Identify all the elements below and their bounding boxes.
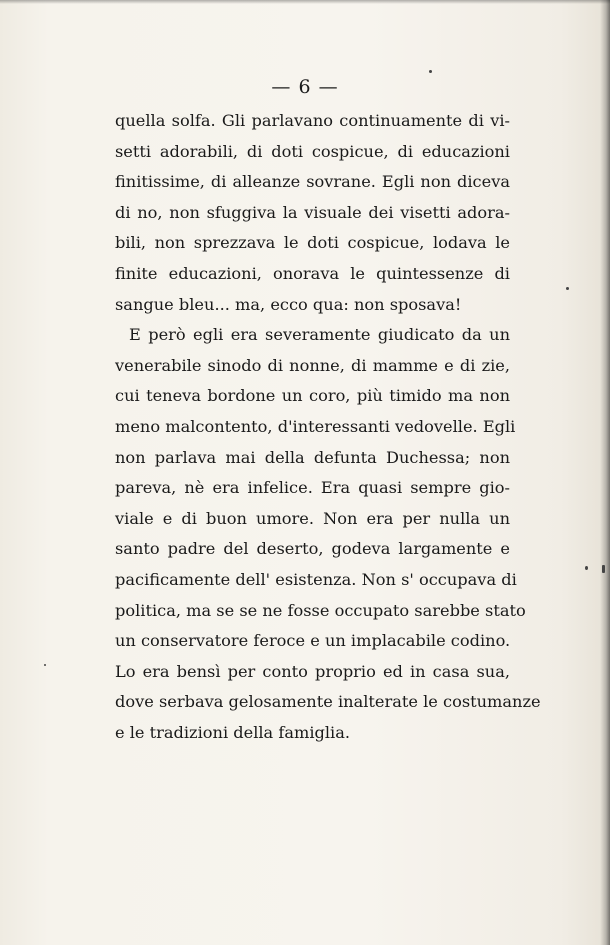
- paragraph-2: [115, 320, 541, 748]
- text-line: sangue bleu... ma, ecco qua: non sposava!: [115, 294, 462, 314]
- text-line: bili, non sprezzava le doti cospicue, lodava le: [115, 233, 510, 253]
- page-number: — 6 —: [271, 76, 339, 98]
- scan-speck: [429, 70, 432, 73]
- text-line: e le tradizioni della famiglia.: [115, 722, 351, 742]
- scan-speck: [585, 566, 588, 570]
- text-line: meno malcontento, d'interessanti vedovelle. Egli: [115, 416, 516, 436]
- text-line: setti adorabili, di doti cospicue, di educazioni: [115, 141, 510, 161]
- scan-speck: [44, 664, 46, 666]
- text-line: finite educazioni, onorava le quintessenze di: [115, 263, 510, 283]
- scan-speck: [602, 565, 605, 573]
- scan-speck: [566, 287, 569, 290]
- page-top-shadow: [0, 0, 610, 4]
- text-line: finitissime, di alleanze sovrane. Egli non diceva: [115, 172, 510, 192]
- page-body: [115, 106, 541, 748]
- text-line: politica, ma se se ne fosse occupato sarebbe stato: [115, 600, 526, 620]
- text-line: di no, non sfuggiva la visuale dei visetti adora-: [115, 202, 510, 222]
- text-line: un conservatore feroce e un implacabile codino.: [115, 631, 511, 651]
- text-line: E però egli era severamente giudicato da un: [129, 325, 510, 345]
- paragraph-1: [115, 106, 510, 320]
- page-right-edge-shadow: [600, 0, 610, 945]
- text-line: dove serbava gelosamente inalterate le costumanze: [115, 692, 541, 712]
- text-line: quella solfa. Gli parlavano continuamente di vi-: [115, 111, 510, 130]
- text-line: cui teneva bordone un coro, più timido ma non: [115, 386, 510, 406]
- text-line: venerabile sinodo di nonne, di mamme e di zie,: [115, 355, 510, 375]
- text-line: pareva, nè era infelice. Era quasi sempre gio-: [115, 478, 510, 498]
- text-line: santo padre del deserto, godeva largamente e: [115, 539, 510, 559]
- text-line: Lo era bensì per conto proprio ed in casa sua,: [115, 661, 510, 681]
- text-line: non parlava mai della defunta Duchessa; non: [115, 447, 510, 467]
- text-line: pacificamente dell' esistenza. Non s' occupava di: [115, 569, 517, 589]
- text-line: viale e di buon umore. Non era per nulla un: [115, 508, 510, 528]
